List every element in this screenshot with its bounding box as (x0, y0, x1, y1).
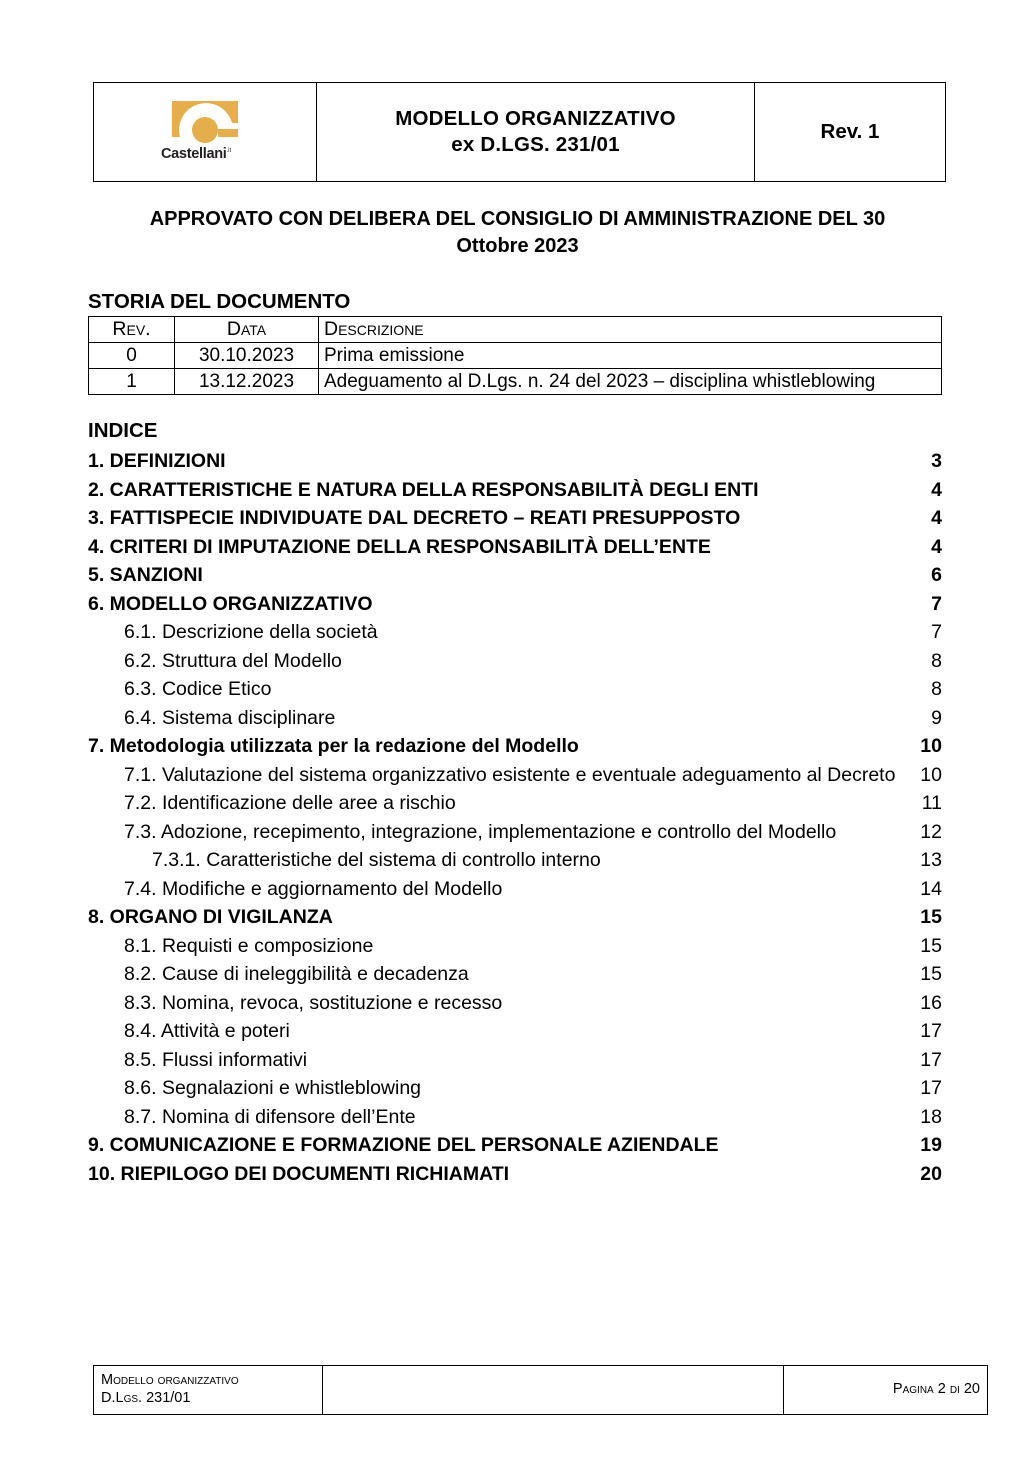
document-history-table-body (89, 343, 942, 395)
toc-entry[interactable] (88, 479, 942, 508)
toc-entry[interactable] (88, 1106, 942, 1135)
toc-entry-label: 4. CRITERI DI IMPUTAZIONE DELLA RESPONSABILITÀ DELL’ENTE (88, 535, 711, 558)
toc-entry[interactable] (88, 564, 942, 593)
castellani-wordmark (157, 147, 253, 162)
toc-entry[interactable] (88, 707, 942, 736)
header-revision-cell (755, 83, 946, 182)
document-history-heading: STORIA DEL DOCUMENTO (88, 290, 351, 313)
cell-rev: 1 (89, 369, 175, 395)
toc-entry-page: 13 (920, 849, 942, 871)
toc-entry-page: 19 (920, 1134, 942, 1156)
toc-entry[interactable] (88, 536, 942, 565)
footer-doc-line-2: D.Lgs. 231/01 (101, 1390, 191, 1406)
toc-entry-page: 20 (920, 1162, 942, 1185)
toc-entry-label: 8.2. Cause di ineleggibilità e decadenza (124, 963, 469, 985)
toc-entry-label: 8.1. Requisti e composizione (124, 934, 374, 957)
document-revision: Rev. 1 (820, 120, 880, 143)
toc-entry-page: 4 (931, 535, 942, 558)
approval-statement (93, 206, 942, 260)
table-row (89, 343, 942, 369)
toc-entry-page: 17 (920, 1020, 942, 1042)
toc-entry[interactable] (88, 1077, 942, 1106)
document-title-line-1: MODELLO ORGANIZZATIVO (395, 106, 676, 130)
toc-entry-label: 7.2. Identificazione delle aree a rischio (124, 792, 456, 814)
castellani-wordmark-text: Castellani (161, 146, 227, 162)
toc-entry-page: 12 (920, 820, 942, 843)
toc-entry-label: 8.4. Attività e poteri (124, 1020, 290, 1042)
document-title-line-2: ex D.LGS. 231/01 (451, 133, 620, 156)
document-title (317, 106, 754, 158)
cell-descrizione: Adeguamento al D.Lgs. n. 24 del 2023 – disciplina whistleblowing (319, 369, 942, 395)
toc-entry-label: 7.3.1. Caratteristiche del sistema di controllo interno (152, 849, 601, 871)
header-row (94, 83, 946, 182)
toc-entry[interactable] (88, 992, 942, 1021)
toc-entry-page: 4 (931, 478, 942, 501)
toc-entry[interactable] (88, 1134, 942, 1163)
toc-entry-label: 8.5. Flussi informativi (124, 1048, 308, 1071)
toc-entry-label: 6.2. Struttura del Modello (124, 649, 342, 672)
toc-entry-label: 8. ORGANO DI VIGILANZA (88, 906, 333, 928)
toc-entry-label: 7.1. Valutazione del sistema organizzativo esistente e eventuale adeguamento al Decreto (124, 763, 896, 786)
table-header-row (89, 317, 942, 343)
toc-entry-page: 10 (920, 763, 942, 786)
toc-entry-label: 6.1. Descrizione della società (124, 621, 378, 643)
toc-entry[interactable] (88, 507, 942, 536)
toc-entry-label: 6.4. Sistema disciplinare (124, 706, 336, 729)
toc-entry-page: 8 (931, 678, 942, 700)
toc-entry[interactable] (88, 878, 942, 907)
toc-entry[interactable] (88, 906, 942, 935)
header-logo-cell (94, 83, 317, 182)
toc-entry-page: 3 (931, 450, 942, 472)
castellani-logo-mark (168, 101, 242, 145)
footer-document-reference (94, 1366, 323, 1415)
toc-entry-label: 7.3. Adozione, recepimento, integrazione, implementazione e controllo del Modello (124, 820, 837, 843)
toc-entry-label: 8.7. Nomina di difensore dell’Ente (124, 1105, 416, 1128)
toc-entry-page: 16 (920, 991, 942, 1014)
toc-entry[interactable] (88, 1049, 942, 1078)
toc-entry-label: 6.3. Codice Etico (124, 678, 272, 700)
toc-entry-label: 8.6. Segnalazioni e whistleblowing (124, 1077, 422, 1099)
table-row (89, 369, 942, 395)
toc-entry-page: 14 (920, 877, 942, 900)
toc-entry-label: 7. Metodologia utilizzata per la redazione del Modello (88, 735, 579, 757)
document-history-table (88, 316, 942, 395)
column-header-rev: Rev. (89, 317, 175, 343)
toc-entry-page: 8 (931, 649, 942, 672)
approval-line-2: Ottobre 2023 (456, 234, 579, 257)
toc-entry-page: 7 (931, 592, 942, 615)
cell-rev: 0 (89, 343, 175, 369)
header-title-cell (317, 83, 755, 182)
toc-entry[interactable] (88, 593, 942, 622)
toc-entry-page: 11 (921, 792, 942, 814)
toc-entry[interactable] (88, 1020, 942, 1049)
document-footer-table (93, 1365, 988, 1415)
toc-entry[interactable] (88, 621, 942, 650)
toc-entry[interactable] (88, 1163, 942, 1192)
toc-entry-page: 6 (931, 564, 942, 586)
toc-entry[interactable] (88, 450, 942, 479)
cell-descrizione: Prima emissione (319, 343, 942, 369)
cell-data: 13.12.2023 (175, 369, 319, 395)
column-header-data: Data (175, 317, 319, 343)
toc-entry[interactable] (88, 792, 942, 821)
toc-entry-page: 15 (920, 906, 942, 928)
footer-page-number: Pagina 2 di 20 (784, 1366, 988, 1415)
toc-entry-page: 9 (931, 706, 942, 729)
toc-entry-label: 6. MODELLO ORGANIZZATIVO (88, 592, 373, 615)
toc-entry[interactable] (88, 935, 942, 964)
toc-entry[interactable] (88, 678, 942, 707)
toc-entry[interactable] (88, 963, 942, 992)
footer-middle-cell (323, 1366, 784, 1415)
index-heading: INDICE (88, 419, 158, 442)
toc-entry-label: 7.4. Modifiche e aggiornamento del Modello (124, 877, 503, 900)
toc-entry-page: 17 (920, 1077, 942, 1099)
footer-row (94, 1366, 988, 1415)
toc-entry[interactable] (88, 764, 942, 793)
footer-doc-line-1: Modello organizzativo (101, 1372, 239, 1389)
toc-entry-label: 8.3. Nomina, revoca, sostituzione e recesso (124, 991, 503, 1014)
column-header-descrizione: Descrizione (319, 317, 942, 343)
toc-entry-label: 1. DEFINIZIONI (88, 450, 226, 472)
document-header-table (93, 82, 946, 182)
document-history-table-head (89, 317, 942, 343)
toc-entry-page: 4 (931, 507, 942, 529)
toc-entry[interactable] (88, 849, 942, 878)
toc-entry[interactable] (88, 821, 942, 850)
toc-entry-page: 17 (920, 1048, 942, 1071)
castellani-wordmark-suffix: .it (226, 148, 232, 155)
toc-entry-label: 10. RIEPILOGO DEI DOCUMENTI RICHIAMATI (88, 1162, 510, 1185)
toc-entry-label: 3. FATTISPECIE INDIVIDUATE DAL DECRETO – REATI PRESUPPOSTO (88, 507, 741, 529)
toc-entry-page: 18 (920, 1105, 942, 1128)
toc-entry-page: 10 (920, 735, 942, 757)
cell-data: 30.10.2023 (175, 343, 319, 369)
toc-entry-page: 15 (920, 934, 942, 957)
toc-entry[interactable] (88, 650, 942, 679)
toc-entry-label: 5. SANZIONI (88, 564, 203, 586)
toc-entry-label: 9. COMUNICAZIONE E FORMAZIONE DEL PERSONALE AZIENDALE (88, 1134, 719, 1156)
table-of-contents (88, 450, 942, 1191)
toc-entry-label: 2. CARATTERISTICHE E NATURA DELLA RESPONSABILITÀ DEGLI ENTI (88, 478, 759, 501)
toc-entry[interactable] (88, 735, 942, 764)
toc-entry-page: 7 (931, 621, 942, 643)
castellani-logo (157, 101, 253, 162)
toc-entry-page: 15 (920, 963, 942, 985)
approval-line-1: APPROVATO CON DELIBERA DEL CONSIGLIO DI AMMINISTRAZIONE DEL 30 (149, 208, 886, 230)
